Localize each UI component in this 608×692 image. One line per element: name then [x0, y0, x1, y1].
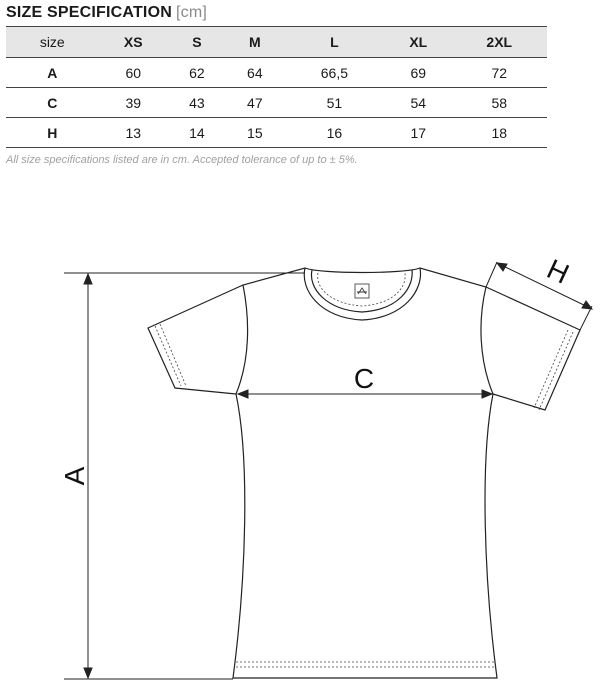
title-text: SIZE SPECIFICATION	[6, 4, 172, 21]
header-l: L	[284, 27, 385, 58]
stitching-lines	[155, 273, 573, 667]
table-cell: 13	[99, 118, 168, 148]
table-cell: 51	[284, 88, 385, 118]
table-cell: 62	[168, 58, 226, 88]
table-cell: 39	[99, 88, 168, 118]
dimension-h	[486, 262, 592, 330]
tolerance-note: All size specifications listed are in cm. Accepted tolerance of up to ± 5%.	[6, 154, 358, 166]
table-cell: 58	[452, 88, 547, 118]
table-cell: 69	[385, 58, 451, 88]
header-xs: XS	[99, 27, 168, 58]
table-cell: 66,5	[284, 58, 385, 88]
table-cell: 16	[284, 118, 385, 148]
table-row	[6, 58, 547, 88]
table-cell: 64	[226, 58, 284, 88]
table-cell: 15	[226, 118, 284, 148]
table-cell: 47	[226, 88, 284, 118]
size-table	[6, 26, 547, 148]
table-header-row	[6, 27, 547, 58]
table-row	[6, 118, 547, 148]
label-c: C	[353, 363, 375, 394]
table-row	[6, 88, 547, 118]
row-label-h: H	[6, 118, 99, 148]
header-s: S	[168, 27, 226, 58]
header-xl: XL	[385, 27, 451, 58]
header-m: M	[226, 27, 284, 58]
table-cell: 14	[168, 118, 226, 148]
row-label-c: C	[6, 88, 99, 118]
table-cell: 18	[452, 118, 547, 148]
table-cell: 54	[385, 88, 451, 118]
table-cell: 17	[385, 118, 451, 148]
table-cell: 43	[168, 88, 226, 118]
tshirt-outline	[148, 268, 580, 678]
page-title	[6, 4, 207, 22]
header-2xl: 2XL	[452, 27, 547, 58]
label-a: A	[59, 466, 90, 486]
header-size-label: size	[6, 27, 99, 58]
bird-logo-icon	[355, 284, 369, 298]
table-cell: 72	[452, 58, 547, 88]
label-h: H	[542, 253, 574, 290]
dimension-a	[64, 273, 305, 679]
row-label-a: A	[6, 58, 99, 88]
tshirt-diagram	[0, 240, 608, 692]
table-cell: 60	[99, 58, 168, 88]
title-unit: [cm]	[175, 4, 208, 21]
